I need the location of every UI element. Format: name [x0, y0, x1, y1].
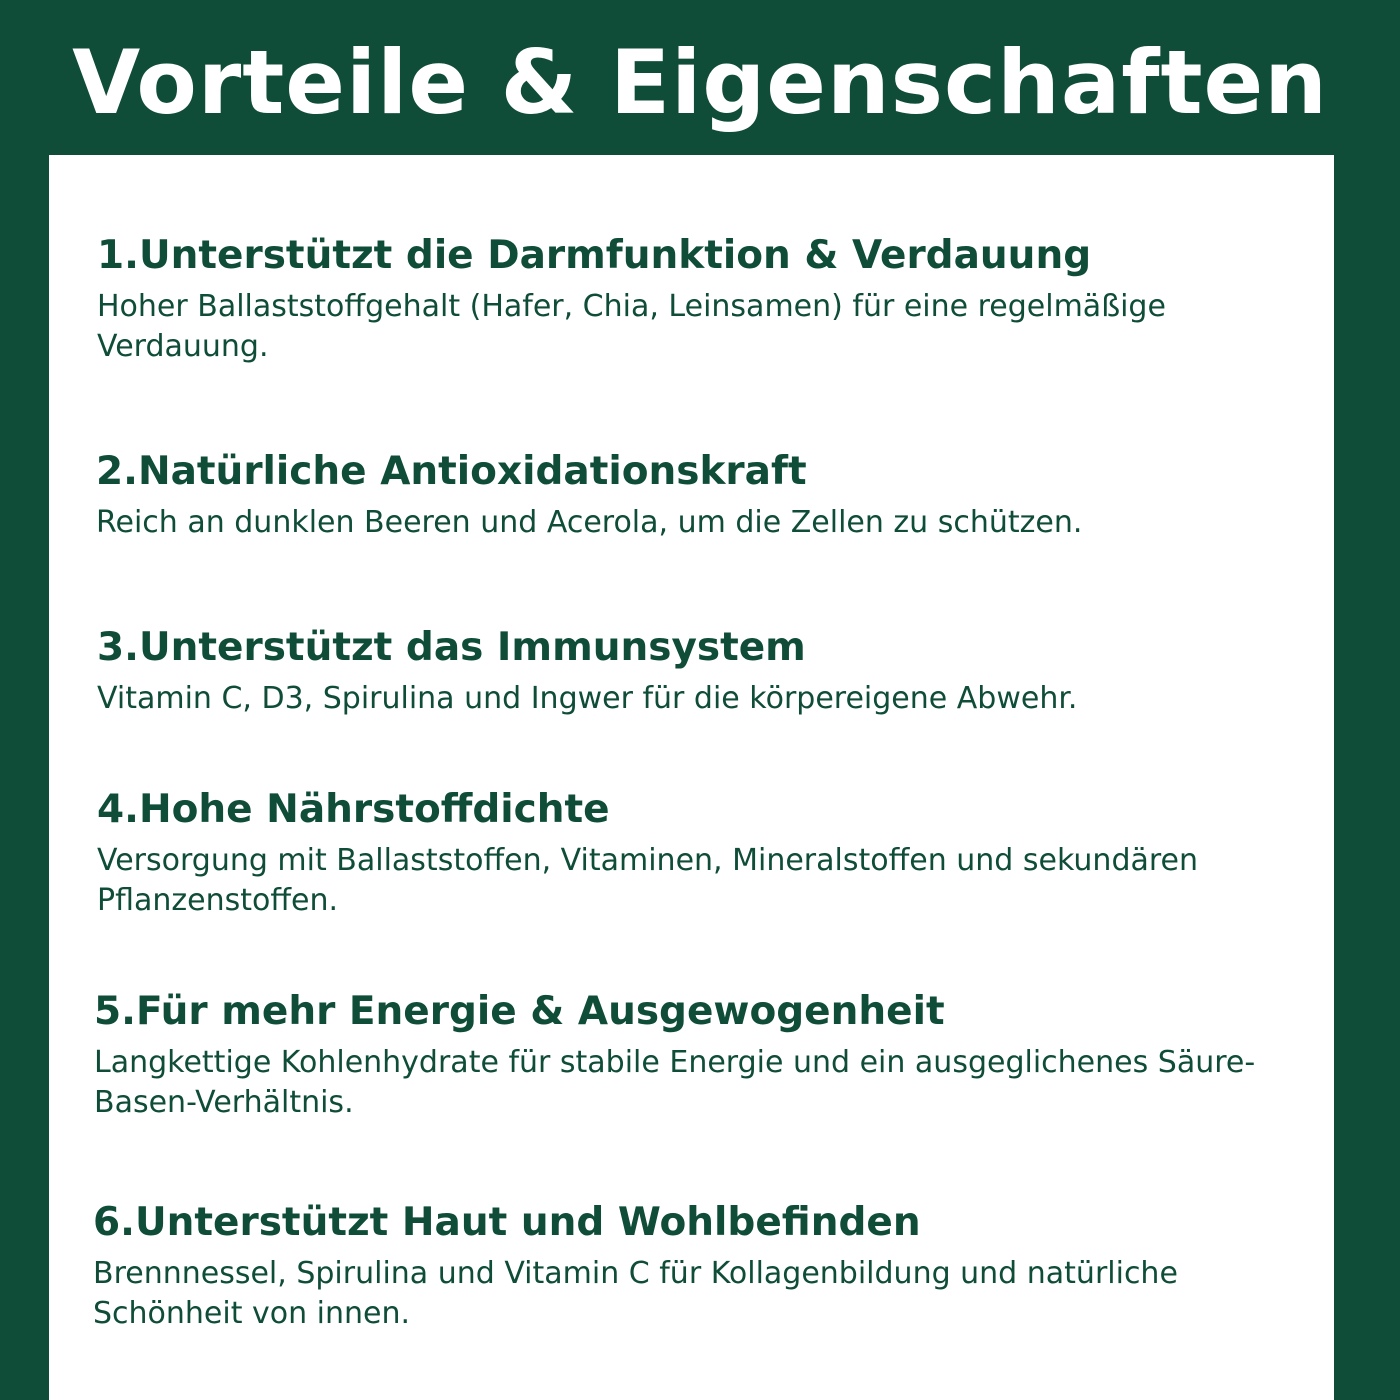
feature-heading: 3.Unterstützt das Immunsystem — [97, 625, 806, 670]
feature-heading: 6.Unterstützt Haut und Wohlbefinden — [93, 1200, 921, 1245]
feature-item-6 — [93, 1198, 1303, 1334]
feature-description: Reich an dunklen Beeren und Acerola, um die Zellen zu schützen. — [96, 505, 1083, 540]
feature-description: Brennnessel, Spirulina und Vitamin C für Kollagenbildung und natürliche Schönheit von innen. — [93, 1256, 1178, 1331]
feature-heading: 1.Unterstützt die Darmfunktion & Verdauung — [97, 233, 1092, 278]
feature-heading: 2.Natürliche Antioxidationskraft — [96, 449, 807, 494]
feature-item-2 — [96, 447, 1306, 543]
feature-heading: 5.Für mehr Energie & Ausgewogenheit — [94, 989, 945, 1034]
feature-heading: 4.Hohe Nährstoffdichte — [97, 787, 610, 832]
feature-item-1 — [97, 231, 1307, 367]
feature-description: Langkettige Kohlenhydrate für stabile Energie und ein ausgeglichenes Säure-Basen-Verhältnis. — [94, 1045, 1256, 1120]
feature-description: Vitamin C, D3, Spirulina und Ingwer für die körpereigene Abwehr. — [97, 681, 1078, 716]
feature-item-4 — [97, 785, 1307, 921]
features-panel — [49, 155, 1334, 1400]
page-title: Vorteile & Eigenschaften — [72, 31, 1328, 134]
feature-item-5 — [94, 987, 1304, 1123]
feature-item-3 — [97, 623, 1307, 719]
feature-description: Hoher Ballaststoffgehalt (Hafer, Chia, Leinsamen) für eine regelmäßige Verdauung. — [97, 289, 1166, 364]
feature-description: Versorgung mit Ballaststoffen, Vitaminen, Mineralstoffen und sekundären Pflanzenstoffen. — [97, 843, 1199, 918]
